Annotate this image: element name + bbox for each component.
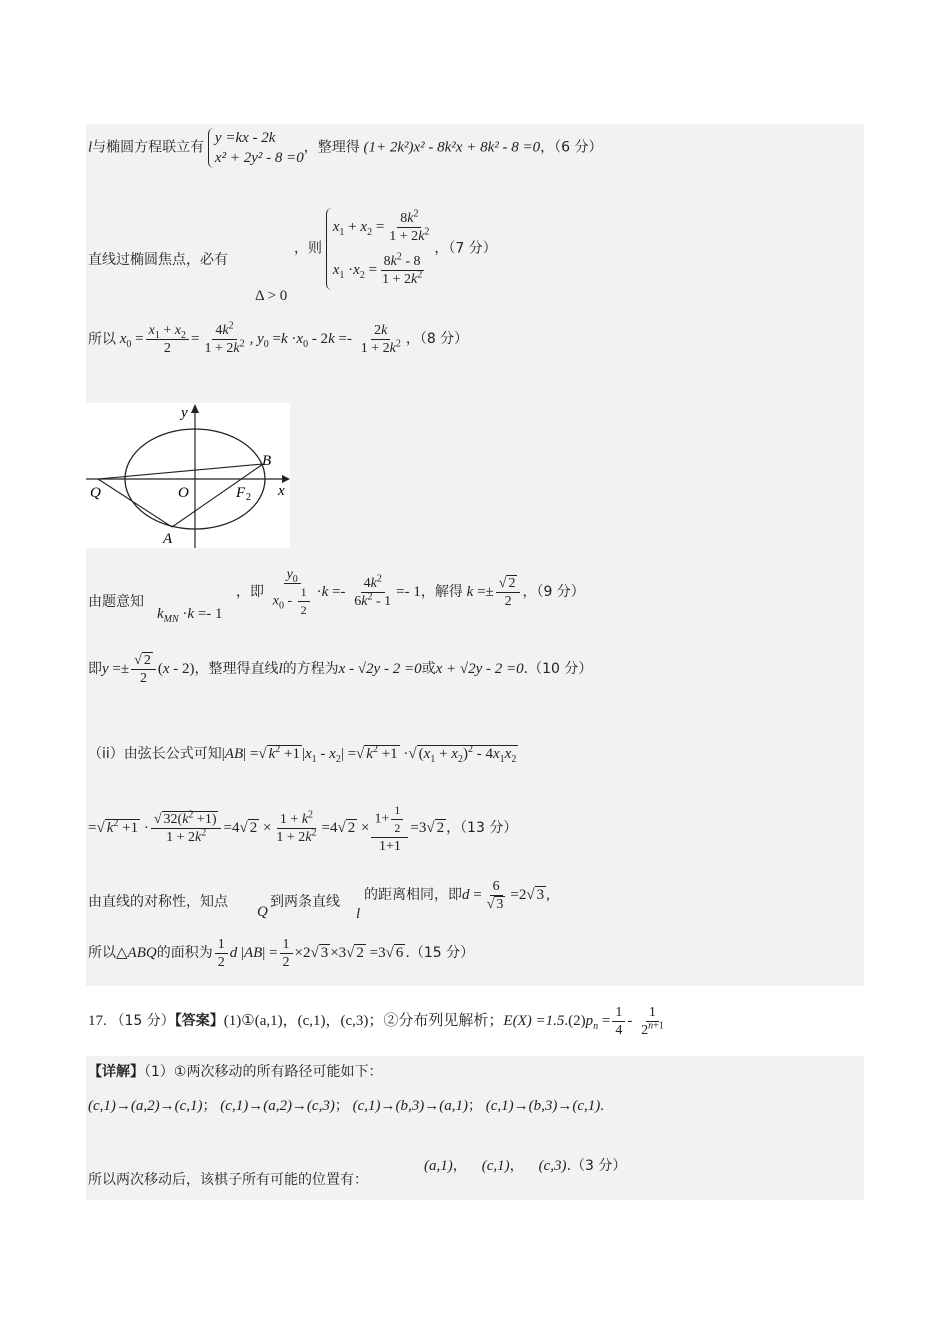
- path-item: (c,1)→(a,2)→(c,3): [220, 1098, 335, 1114]
- position-list: (a,1)， (c,1)， (c,3).（3 分）: [424, 1158, 627, 1174]
- y-axis-label: y: [181, 405, 188, 421]
- line-focus-condition: 直线过椭圆焦点，必有: [88, 252, 228, 268]
- distance-equation: 的距离相同，即d = $\frac{6}{√ 3}$ =2√ 3 ,: [364, 879, 550, 912]
- equation-system: y =kx - 2k x² + 2y² - 8 =0: [208, 128, 304, 168]
- position-item: (c,1): [481, 1158, 510, 1174]
- line-chord-length: （ii）由弦长公式可知|AB| =√ $k^2 +1$ $|x_1 - x_2|$ =√ $k^2 +1$ ·√ $(x_1 + x_2)^2 - 4x_1x_2$: [88, 744, 517, 765]
- path-list: (c,1)→(a,2)→(c,1)； (c,1)→(a,2)→(c,3)； (c,1)→(b,3)→(a,1)； (c,1)→(b,3)→(c,1).: [88, 1098, 605, 1114]
- final-positions: 所以两次移动后，该棋子所有可能的位置有：: [88, 1172, 368, 1188]
- line-system-equation: l与椭圆方程联立有 y =kx - 2k x² + 2y² - 8 =0 ，整理得 (1+ 2k²)x² - 8k²x + 8k² - 8 =0，（6 分）: [88, 130, 603, 166]
- x-axis-label: x: [278, 483, 285, 499]
- line-distance-mid: 到两条直线: [270, 894, 340, 910]
- line-midpoint: 所以 $x_0$ = $\frac{x_1 + x_2}{2}$ = $\frac{4k^2}{1 + 2k^2}$ , $y_0 =k \cdot x_0 - 2k$ =- $\frac{2k}{1 + 2k^2}$ ，（8 分）: [88, 320, 469, 356]
- slope-equation: ，即 $y_0$ $x_0$ - $\frac{1}{2}$ ·k =- $\frac{4k^2}{6k^2 - 1}$ =- 1，解得 k =± $\frac{√ 2}{2}$ ，（9 分）: [236, 567, 585, 617]
- vieta-formula: ，则 $x_1 + x_2$ = $\frac{8k^2}{1 + 2k^2}$ $x_1 \cdot x_2$ = $\frac{8k^2 - 8}{1 + 2k^2}$ ，（7 分）: [294, 208, 497, 290]
- focus-subscript: 2: [246, 492, 251, 503]
- point-q: Q: [257, 904, 268, 920]
- slope-product: $k_{MN} \cdot k =- 1$: [157, 606, 223, 625]
- delta-condition: Δ > 0: [255, 288, 288, 304]
- position-item: (a,1): [424, 1158, 453, 1174]
- position-item: (c,3): [538, 1158, 567, 1174]
- path-item: (c,1)→(b,3)→(c,1): [485, 1098, 601, 1114]
- detail-intro: 【详解】（1）①两次移动的所有路径可能如下：: [88, 1064, 383, 1080]
- path-item: (c,1)→(b,3)→(a,1): [352, 1098, 468, 1114]
- ellipse-diagram: [86, 403, 290, 548]
- line-distance: 由直线的对称性，知点: [88, 894, 228, 910]
- ellipse-figure: [86, 403, 290, 548]
- origin-label: O: [178, 485, 189, 501]
- focus-label: F: [236, 485, 246, 501]
- point-q-label: Q: [90, 485, 101, 501]
- line-l: l: [356, 906, 361, 922]
- point-a-label: A: [163, 531, 173, 547]
- line-area: 所以△ABQ的面积为 $\frac{1}{2}$ d |AB| = $\frac{1}{2}$ ×2√ 3 ×3√ 2 =3√ 6 .（15 分）: [88, 937, 475, 970]
- line-slope-condition: 由题意知: [88, 594, 144, 610]
- line-chord-compute: =√ $k^2 +1$ · $\frac{√ 32(k^2 +1)}{1 + 2k^2}$ =4√ 2 × $\frac{1 + k^2}{1 + 2k^2}$ =4√ 2 × 1+ $\frac{1}{2}$ 1+1 =3√ 2 ，（13 分）: [88, 803, 518, 854]
- question-17-answer: 17. （15 分）【答案】(1)①(a,1)，(c,1)，(c,3)；②分布列见解析；$E(X) =1.5.(2)p_n$ = $\frac{1}{4}$ - $\frac{1}{2^{n+1}}$: [88, 1005, 664, 1038]
- line-solution: 即y =± $\frac{√ 2}{2}$ (x - 2)，整理得直线l的方程为x - √2y - 2 =0或x + √2y - 2 =0.（10 分）: [88, 653, 593, 686]
- point-b-label: B: [262, 453, 272, 469]
- path-item: (c,1)→(a,2)→(c,1): [88, 1098, 203, 1114]
